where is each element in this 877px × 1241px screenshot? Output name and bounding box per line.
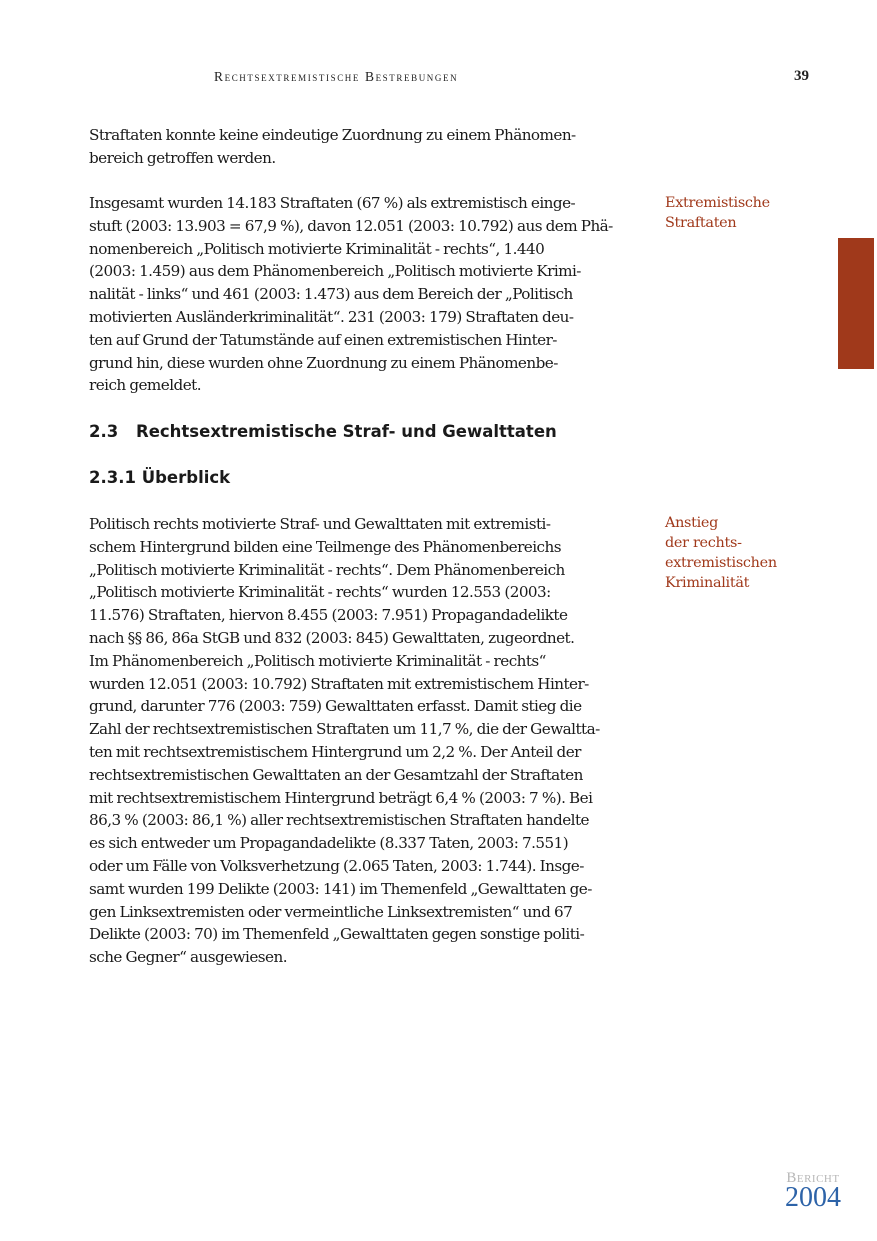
margin-note-line: Anstieg	[665, 515, 719, 531]
margin-note-extremistische-straftaten	[665, 193, 845, 233]
text-line: „Politisch motivierte Kriminalität - rechts“. Dem Phänomenbereich	[89, 560, 565, 579]
margin-note-line: der rechts-	[665, 535, 742, 551]
text-line: schem Hintergrund bilden eine Teilmenge des Phänomenbereichs	[89, 537, 561, 556]
text-line: bereich getroffen werden.	[89, 148, 276, 167]
logo-word: Bericht	[786, 1170, 840, 1186]
text-line: Delikte (2003: 70) im Themenfeld „Gewalttaten gegen sonstige politi-	[89, 925, 585, 944]
text-line: grund hin, diese wurden ohne Zuordnung zu einem Phänomenbe-	[89, 353, 558, 372]
text-line: oder um Fälle von Volksverhetzung (2.065 Taten, 2003: 1.744). Insge-	[89, 856, 584, 875]
subsection-heading: 2.3.1 Überblick	[89, 468, 231, 487]
section-title: Rechtsextremistische Straf- und Gewalttaten	[136, 422, 557, 441]
text-line: sche Gegner“ ausgewiesen.	[89, 948, 287, 967]
section-heading	[89, 422, 557, 441]
text-line: Zahl der rechtsextremistischen Straftaten um 11,7 %, die der Gewaltta-	[89, 720, 600, 739]
text-line: motivierten Ausländerkriminalität“. 231 (2003: 179) Straftaten deu-	[89, 307, 574, 326]
text-line: Straftaten konnte keine eindeutige Zuordnung zu einem Phänomen-	[89, 126, 576, 144]
body-paragraph-3	[89, 513, 649, 969]
section-number: 2.3	[89, 422, 119, 441]
body-paragraph-2	[89, 192, 649, 397]
chapter-thumb-tab	[838, 238, 874, 369]
text-line: reich gemeldet.	[89, 376, 201, 395]
text-line: ten mit rechtsextremistischem Hintergrund um 2,2 %. Der Anteil der	[89, 742, 581, 761]
margin-note-line: Kriminalität	[665, 575, 750, 591]
text-line: 11.576) Straftaten, hiervon 8.455 (2003: 7.951) Propagandadelikte	[89, 606, 568, 625]
text-line: nach §§ 86, 86a StGB und 832 (2003: 845) Gewalttaten, zugeordnet.	[89, 628, 575, 647]
margin-note-line: Extremistische	[665, 195, 770, 211]
text-line: „Politisch motivierte Kriminalität - rechts“ wurden 12.553 (2003:	[89, 583, 551, 602]
body-paragraph-1	[89, 124, 649, 170]
text-line: Politisch rechts motivierte Straf- und Gewalttaten mit extremisti-	[89, 515, 551, 533]
text-line: Insgesamt wurden 14.183 Straftaten (67 %) als extremistisch einge-	[89, 194, 576, 212]
text-line: ten auf Grund der Tatumstände auf einen extremistischen Hinter-	[89, 330, 557, 349]
text-line: wurden 12.051 (2003: 10.792) Straftaten mit extremistischem Hinter-	[89, 674, 589, 693]
text-line: 86,3 % (2003: 86,1 %) aller rechtsextremistischen Straftaten handelte	[89, 811, 589, 830]
margin-note-line: extremistischen	[665, 555, 777, 571]
text-line: Im Phänomenbereich „Politisch motivierte Kriminalität - rechts“	[89, 651, 546, 670]
page-number: 39	[794, 68, 809, 84]
text-line: es sich entweder um Propagandadelikte (8.337 Taten, 2003: 7.551)	[89, 834, 569, 853]
text-line: nalität - links“ und 461 (2003: 1.473) aus dem Bereich der „Politisch	[89, 285, 573, 304]
running-title: Rechtsextremistische Bestrebungen	[214, 69, 459, 84]
text-line: nomenbereich „Politisch motivierte Kriminalität - rechts“, 1.440	[89, 239, 545, 258]
text-line: mit rechtsextremistischem Hintergrund beträgt 6,4 % (2003: 7 %). Bei	[89, 788, 593, 807]
text-line: samt wurden 199 Delikte (2003: 141) im Themenfeld „Gewalttaten ge-	[89, 879, 592, 898]
text-line: gen Linksextremisten oder vermeintliche Linksextremisten“ und 67	[89, 902, 573, 921]
text-line: (2003: 1.459) aus dem Phänomenbereich „Politisch motivierte Krimi-	[89, 262, 581, 281]
text-line: grund, darunter 776 (2003: 759) Gewalttaten erfasst. Damit stieg die	[89, 697, 582, 716]
margin-note-anstieg	[665, 513, 845, 593]
text-line: rechtsextremistischen Gewalttaten an der Gesamtzahl der Straftaten	[89, 765, 583, 784]
margin-note-line: Straftaten	[665, 215, 737, 231]
bericht-2004-logo	[778, 1168, 848, 1212]
text-line: stuft (2003: 13.903 = 67,9 %), davon 12.051 (2003: 10.792) aus dem Phä-	[89, 216, 613, 235]
logo-year: 2004	[785, 1182, 841, 1213]
